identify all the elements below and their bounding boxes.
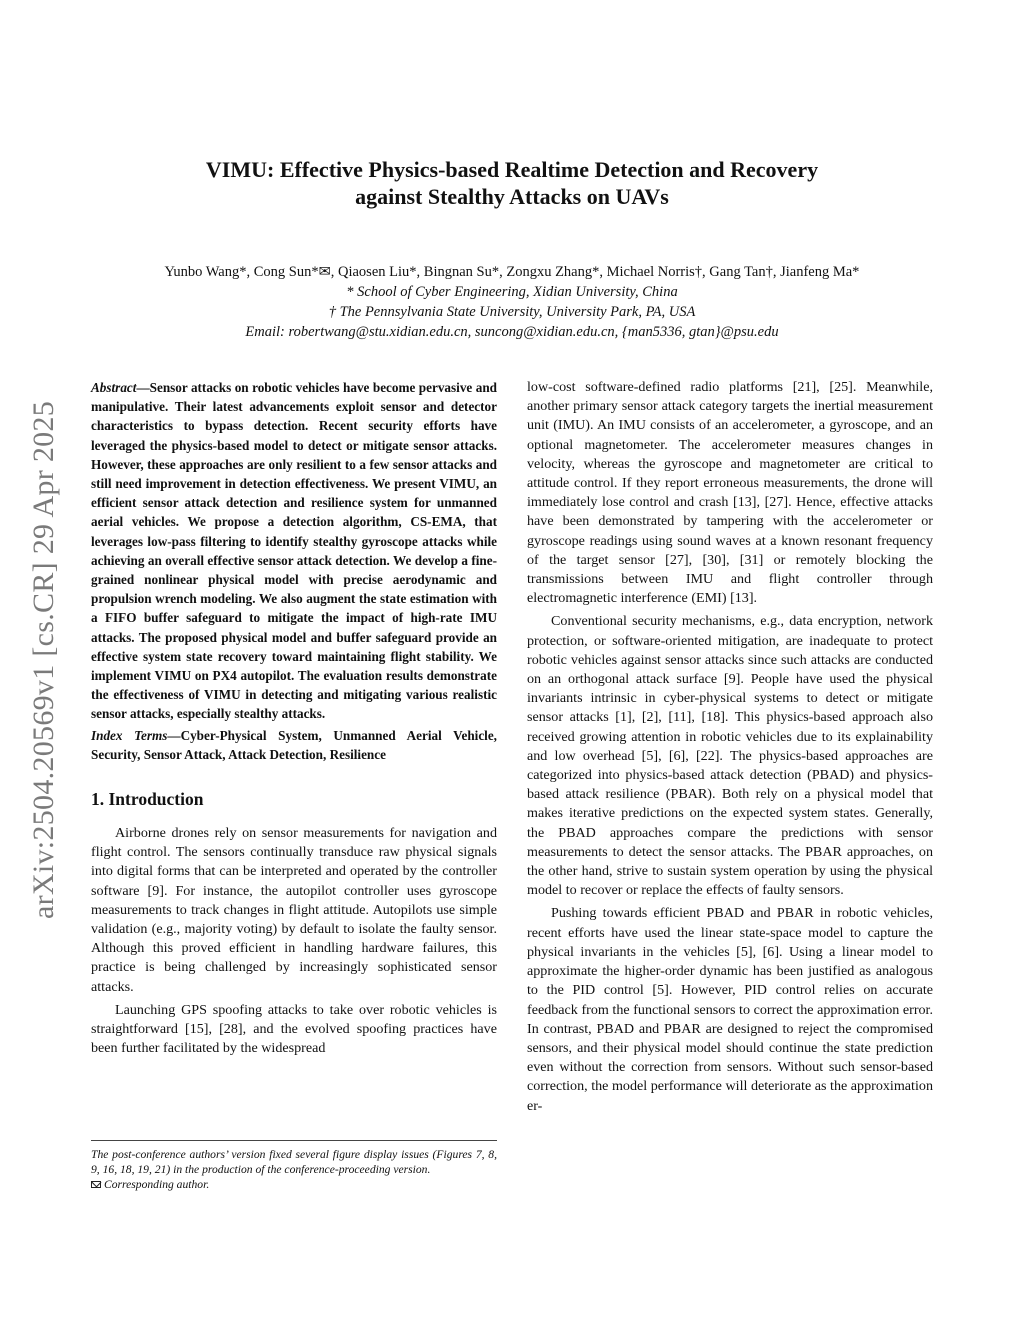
intro-paragraph-1: Airborne drones rely on sensor measurements for navigation and flight control. The sensors continually transduce raw physical signals into digital forms that can be interpreted and operated by the controller software [9]. For instance, the autopilot controller uses gyroscope measurements to track changes in flight attitude. Autopilots use simple validation (e.g., majority voting) by default to isolate the faulty sensor. Although this proved efficient in handling hardware failures, this practice is being challenged by increasingly sophisticated sensor attacks. xyxy=(91,825,497,995)
abstract xyxy=(91,378,497,724)
footnotes xyxy=(91,1140,497,1193)
intro-paragraph-3: low-cost software-defined radio platforms [21], [25]. Meanwhile, another primary sensor attack category targets the inertial measurement unit (IMU). An IMU consists of an accelerometer, a gyroscope, and an optional magnetometer. The accelerometer measures changes in velocity, whereas the gyroscope and magnetometer are critical to attitude control. If they report erroneous measurements, the drone will immediately lose control and crash [13], [27]. Hence, effective attacks have been demonstrated by tampering with the accelerometer or gyroscope readings using sound waves at a known resonant frequency of the target sensor [27], [30], [31] or remotely blocking the transmissions between IMU and flight controller through electromagnetic interference (EMI) [13]. xyxy=(527,379,933,607)
intro-paragraph-4: Conventional security mechanisms, e.g., data encryption, network protection, or software-oriented mitigation, are inadequate to protect robotic vehicles against sensor attacks since such attacks are conducted on an orthogonal attack surface [9]. People have used the physical invariants intrinsic in cyber-physical systems to detect or mitigate sensor attacks [1], [2], [11], [18]. This physics-based approach also received growing attention in robotic vehicles due to its explainability and low overhead [5], [6], [22]. The physics-based approaches are categorized into physics-based attack detection (PBAD) and physics-based attack resilience (PBAR). Both rely on a physical model that makes iterative predictions on the expected system states. Generally, the PBAD approaches compare the predictions with sensor measurements to detect the sensor attacks. The PBAR approaches, on the other hand, strive to sustain system operation by using the physical model to recover or replace the effects of faulty sensors. xyxy=(527,613,933,899)
intro-paragraph-2: Launching GPS spoofing attacks to take over robotic vehicles is straightforward [15], [28], and the evolved spoofing practices have been further facilitated by the widespread xyxy=(91,1001,497,1057)
email-line: Email: robertwang@stu.xidian.edu.cn, suncong@xidian.edu.cn, {man5336, gtan}@psu.edu xyxy=(245,324,779,340)
footnote-corresponding xyxy=(91,1177,497,1192)
index-terms-text: —Cyber-Physical System, Unmanned Aerial Vehicle, Security, Sensor Attack, Attack Detection, Resilience xyxy=(91,727,497,762)
affiliation-xidian: * School of Cyber Engineering, Xidian University, China xyxy=(346,284,678,300)
footnote-corresponding-text: Corresponding author. xyxy=(104,1178,210,1192)
abstract-label: Abstract xyxy=(91,380,137,395)
title-line-1: VIMU: Effective Physics-based Realtime Detection and Recovery xyxy=(205,157,819,182)
intro-paragraph-5: Pushing towards efficient PBAD and PBAR in robotic vehicles, recent efforts have used the linear state-space model to capture the physical invariants in the vehicles [5], [6]. Using a linear model to approximate the higher-order dynamic has been justified as analogous to the PID control [5]. However, PID control relies on accurate feedback from the functional sensors to correct the approximation error. In contrast, PBAD and PBAR are designed to reject the compromised sensors, and their physical model should continue the state prediction even without the correction from sensors. Without such sensor-based correction, the model performance will deteriorate as the approximation er- xyxy=(527,905,933,1114)
footnote-version: The post-conference authors’ version fixed several figure display issues (Figures 7, 8, 9, 16, 18, 19, 21) in the production of the conference-proceeding version. xyxy=(91,1148,497,1177)
left-column xyxy=(91,378,497,1059)
paper-title xyxy=(150,156,874,210)
index-terms-label: Index Terms xyxy=(91,727,168,743)
right-column xyxy=(527,378,933,1116)
envelope-icon xyxy=(91,1181,101,1188)
index-terms xyxy=(91,726,497,764)
abstract-text: —Sensor attacks on robotic vehicles have become pervasive and manipulative. Their latest advancements exploit sensor and detector characteristics to bypass detection. Recent security efforts have leveraged the physics-based model to detect or mitigate sensor attacks. However, these approaches are only resilient to a few sensor attacks and still need improvement in detection effectiveness. We present VIMU, an efficient sensor attack detection and resilience system for unmanned aerial vehicles. We propose a detection algorithm, CS-EMA, that leverages low-pass filtering to identify stealthy gyroscope attacks while achieving an overall effective sensor attack detection. We develop a fine-grained nonlinear physical model with precise aerodynamic and propulsion wrench modeling. We also augment the state estimation with a FIFO buffer safeguard to mitigate the impact of high-rate IMU attacks. The proposed physical model and buffer safeguard provide an effective system state recovery toward maintaining flight stability. We implement VIMU on PX4 autopilot. The evaluation results demonstrate the effectiveness of VIMU in detecting and mitigating various realistic sensor attacks, especially stealthy attacks. xyxy=(91,380,497,722)
affiliation-psu: † The Pennsylvania State University, University Park, PA, USA xyxy=(328,304,696,320)
arxiv-side-stamp: arXiv:2504.20569v1 [cs.CR] 29 Apr 2025 xyxy=(27,400,60,920)
title-line-2: against Stealthy Attacks on UAVs xyxy=(355,184,669,209)
author-list: Yunbo Wang*, Cong Sun*✉, Qiaosen Liu*, Bingnan Su*, Zongxu Zhang*, Michael Norris†, Gang Tan†, Jianfeng Ma* xyxy=(164,264,860,280)
section-heading-introduction: 1. Introduction xyxy=(91,789,204,810)
